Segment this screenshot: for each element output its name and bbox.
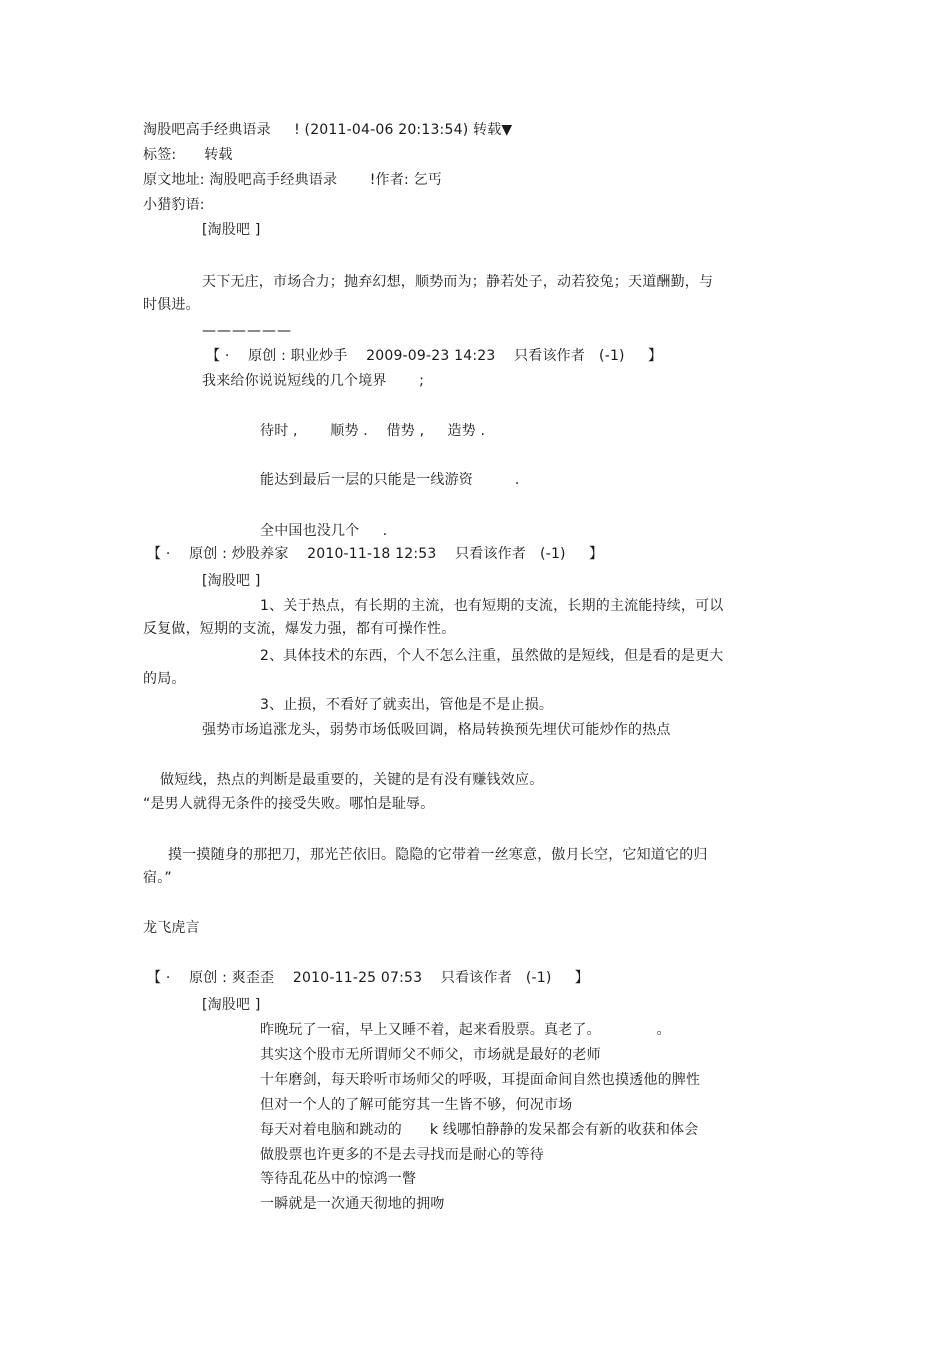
post-text: 等待乱花丛中的惊鸿一瞥 [260,1171,417,1187]
forum-tag: [淘股吧 ] [202,222,261,238]
post-text: 待时 , 顺势 . 借势 , 造势 . [260,423,486,439]
post-text: 每天对着电脑和跳动的 k 线哪怕静静的发呆都会有新的收获和体会 [260,1122,699,1138]
quote-text: 摸一摸随身的那把刀，那光芒依旧。隐隐的它带着一丝寒意，傲月长空，它知道它的归 [168,847,708,863]
source-line [143,171,442,189]
tags-value: 转载 [204,147,233,163]
post-text: 3、止损，不看好了就卖出，管他是不是止损。 [260,697,554,713]
post-text: 强势市场追涨龙头，弱势市场低吸回调，格局转换预先埋伏可能炒作的热点 [202,722,671,738]
post-text: 2、具体技术的东西，个人不怎么注重，虽然做的是短线，但是看的是更大 [260,648,724,664]
post-text: 做股票也许更多的不是去寻找而是耐心的等待 [260,1147,544,1163]
quote-text: “是男人就得无条件的接受失败。哪怕是耻辱。 [143,796,435,812]
quote-text: 宿。” [143,870,172,886]
motto-line: 时俱进。 [143,297,200,313]
post-text: 一瞬就是一次通天彻地的拥吻 [260,1196,445,1212]
post-text: 反复做，短期的支流，爆发力强，都有可操作性。 [143,621,456,637]
source-label: 原文地址: 淘股吧高手经典语录 [143,172,338,188]
reprint-label: 转载▼ [473,122,513,138]
signature: 龙飞虎言 [143,920,200,936]
post-header: 【 · 原创 : 爽歪歪 2010-11-25 07:53 只看该作者 (-1) 】 [147,970,589,986]
motto-line: 天下无庄，市场合力；抛弃幻想，顺势而为；静若处子，动若狡兔；天道酬勤，与 [202,274,714,290]
author: !作者: 乞丐 [369,172,442,188]
post-text: 十年磨剑，每天聆听市场师父的呼吸，耳提面命间自然也摸透他的脾性 [260,1072,701,1088]
post-text: 但对一个人的了解可能穷其一生皆不够，何况市场 [260,1097,573,1113]
post-text: 昨晚玩了一宿，早上又睡不着，起来看股票。真老了。 。 [260,1022,671,1038]
post-text: 的局。 [143,671,186,687]
post-header: 【 · 原创 : 职业炒手 2009-09-23 14:23 只看该作者 (-1) 】 [206,348,663,364]
post-text: 我来给你说说短线的几个境界 ; [202,373,425,389]
forum-tag: [淘股吧 ] [202,997,261,1013]
post-text: 1、关于热点，有长期的主流，也有短期的支流，长期的主流能持续，可以 [260,598,724,614]
post-text: 做短线，热点的判断是最重要的，关键的是有没有赚钱效应。 [160,772,544,788]
tags-label: 标签: [143,147,177,163]
post-text: 全中国也没几个 . [260,523,388,539]
article-title: 淘股吧高手经典语录 [143,122,271,138]
forum-tag: [淘股吧 ] [202,573,261,589]
post-text: 其实这个股市无所谓师父不师父，市场就是最好的老师 [260,1047,601,1063]
post-text: 能达到最后一层的只能是一线游资 . [260,472,520,488]
publish-date: ! (2011-04-06 20:13:54) [294,122,469,138]
divider: —————— [202,323,292,339]
intro-label: 小猎豹语: [143,197,205,213]
post-header: 【 · 原创 : 炒股养家 2010-11-18 12:53 只看该作者 (-1) 】 [147,546,604,562]
tags-line [143,146,233,164]
title-line [143,121,512,139]
